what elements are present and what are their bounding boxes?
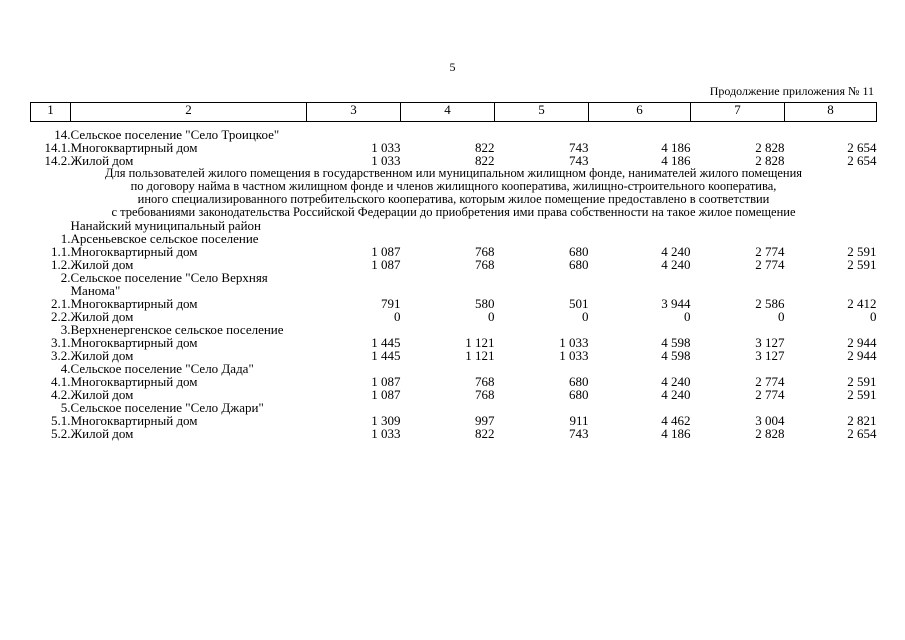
row-name: Сельское поселение "Село Джари" [70, 400, 264, 415]
row-number: 14. [54, 127, 71, 142]
value-cell: 4 240 [661, 257, 691, 272]
value-cell: 680 [569, 387, 589, 402]
row-number: 1.2. [51, 257, 71, 272]
row-number: 4. [60, 361, 71, 376]
notice-text [31, 167, 877, 219]
row-name: Жилой дом [70, 348, 134, 363]
row-number: 3.1. [51, 335, 71, 350]
value-cell [785, 271, 877, 297]
header-cell: 1 [31, 103, 71, 122]
row-name: Сельское поселение "Село Верхняя Манома" [70, 270, 268, 298]
value-cell: 822 [475, 426, 495, 441]
value-cell: 1 445 [371, 348, 401, 363]
value-cell [307, 271, 401, 297]
row-name: Сельское поселение "Село Троицкое" [70, 127, 280, 142]
row-number: 4.1. [51, 374, 71, 389]
value-cell: 2 412 [847, 296, 877, 311]
table-row [31, 297, 877, 310]
header-cell: 3 [307, 103, 401, 122]
notice-line: Для пользователей жилого помещения в государственном или муниципальном жилищном фонде, нанимателей жилого помещения [104, 166, 803, 180]
header-cell: 2 [71, 103, 307, 122]
row-number: 5. [60, 400, 71, 415]
header-cell: 6 [589, 103, 691, 122]
table-row [31, 245, 877, 258]
value-cell: 2 591 [847, 374, 877, 389]
value-cell: 911 [569, 413, 589, 428]
row-name: Жилой дом [70, 153, 134, 168]
value-cell: 2 591 [847, 387, 877, 402]
table-row [31, 271, 877, 297]
value-cell: 997 [475, 413, 495, 428]
value-cell: 680 [569, 257, 589, 272]
value-cell: 2 774 [755, 374, 785, 389]
value-cell: 1 087 [371, 257, 401, 272]
value-cell: 2 944 [847, 335, 877, 350]
header-cell: 7 [691, 103, 785, 122]
row-name: Жилой дом [70, 426, 134, 441]
value-cell: 4 186 [661, 153, 691, 168]
value-cell: 1 033 [371, 140, 401, 155]
row-name: Многоквартирный дом [70, 244, 198, 259]
row-name: Жилой дом [70, 387, 134, 402]
value-cell: 743 [569, 140, 589, 155]
value-cell: 2 828 [755, 426, 785, 441]
row-name: Жилой дом [70, 309, 134, 324]
value-cell [589, 271, 691, 297]
value-cell: 3 944 [661, 296, 691, 311]
row-number: 3. [60, 322, 71, 337]
notice-line: иного специализированного потребительского кооператива, которым жилое помещение предоставлено в соответствии [137, 192, 770, 206]
value-cell: 580 [475, 296, 495, 311]
table-row [31, 375, 877, 388]
value-cell: 768 [475, 257, 495, 272]
value-cell: 1 087 [371, 374, 401, 389]
value-cell: 2 654 [847, 140, 877, 155]
value-cell: 4 186 [661, 140, 691, 155]
header-cell: 5 [495, 103, 589, 122]
row-number: 14.2. [44, 153, 71, 168]
row-number: 3.2. [51, 348, 71, 363]
row-name: Многоквартирный дом [70, 374, 198, 389]
row-name: Многоквартирный дом [70, 140, 198, 155]
value-cell: 2 774 [755, 387, 785, 402]
header-cell: 8 [785, 103, 877, 122]
value-cell: 4 240 [661, 244, 691, 259]
value-cell: 4 598 [661, 335, 691, 350]
row-number: 2.1. [51, 296, 71, 311]
value-cell: 2 774 [755, 257, 785, 272]
value-cell: 4 186 [661, 426, 691, 441]
value-cell: 0 [870, 309, 877, 324]
table-row [31, 427, 877, 440]
district-name: Нанайский муниципальный район [70, 218, 261, 233]
value-cell: 2 821 [847, 413, 877, 428]
value-cell: 743 [569, 426, 589, 441]
header-cell: 4 [401, 103, 495, 122]
table-row [31, 414, 877, 427]
value-cell: 2 591 [847, 244, 877, 259]
value-cell: 1 087 [371, 244, 401, 259]
value-cell: 822 [475, 153, 495, 168]
value-cell [401, 271, 495, 297]
row-name: Многоквартирный дом [70, 335, 198, 350]
row-number: 1.1. [51, 244, 71, 259]
value-cell: 768 [475, 387, 495, 402]
value-cell: 501 [569, 296, 589, 311]
row-name: Жилой дом [70, 257, 134, 272]
row-name: Многоквартирный дом [70, 296, 198, 311]
value-cell: 0 [488, 309, 495, 324]
value-cell: 2 774 [755, 244, 785, 259]
value-cell: 680 [569, 374, 589, 389]
value-cell: 2 944 [847, 348, 877, 363]
value-cell: 4 462 [661, 413, 691, 428]
row-name: Многоквартирный дом [70, 413, 198, 428]
row-number: 1. [60, 231, 71, 246]
notice-line: по договору найма в частном жилищном фонде и членов жилищного кооператива, жилищно-строительного кооператива, [130, 179, 777, 193]
row-name: Сельское поселение "Село Дада" [70, 361, 254, 376]
notice-row [31, 167, 877, 219]
value-cell: 743 [569, 153, 589, 168]
value-cell: 1 033 [559, 348, 589, 363]
value-cell: 4 240 [661, 387, 691, 402]
value-cell: 3 004 [755, 413, 785, 428]
value-cell: 2 591 [847, 257, 877, 272]
value-cell: 0 [778, 309, 785, 324]
value-cell: 768 [475, 244, 495, 259]
value-cell: 1 087 [371, 387, 401, 402]
value-cell: 1 445 [371, 335, 401, 350]
value-cell: 680 [569, 244, 589, 259]
value-cell: 2 654 [847, 153, 877, 168]
value-cell: 791 [381, 296, 401, 311]
row-number: 2. [60, 270, 71, 285]
value-cell: 768 [475, 374, 495, 389]
value-cell: 4 240 [661, 374, 691, 389]
value-cell: 3 127 [755, 348, 785, 363]
value-cell: 1 033 [559, 335, 589, 350]
value-cell: 822 [475, 140, 495, 155]
value-cell: 4 598 [661, 348, 691, 363]
value-cell: 1 033 [371, 426, 401, 441]
value-cell: 1 309 [371, 413, 401, 428]
value-cell: 0 [394, 309, 401, 324]
page-number: 5 [449, 60, 456, 74]
header-row [31, 103, 877, 122]
value-cell: 1 121 [465, 335, 495, 350]
tariff-table [30, 102, 877, 440]
row-number: 14.1. [44, 140, 71, 155]
continuation-note: Продолжение приложения № 11 [709, 84, 874, 98]
table-row [31, 141, 877, 154]
value-cell [691, 271, 785, 297]
table-row [31, 336, 877, 349]
value-cell: 2 654 [847, 426, 877, 441]
row-number: 2.2. [51, 309, 71, 324]
row-name: Верхненергенское сельское поселение [70, 322, 284, 337]
notice-line: с требованиями законодательства Российской Федерации до приобретения ими права собственности на такое жилое помещение [111, 205, 796, 219]
value-cell: 2 828 [755, 140, 785, 155]
value-cell: 2 828 [755, 153, 785, 168]
value-cell: 0 [582, 309, 589, 324]
row-number: 5.2. [51, 426, 71, 441]
value-cell: 1 121 [465, 348, 495, 363]
row-number: 5.1. [51, 413, 71, 428]
value-cell: 0 [684, 309, 691, 324]
value-cell: 1 033 [371, 153, 401, 168]
value-cell: 2 586 [755, 296, 785, 311]
row-name: Арсеньевское сельское поселение [70, 231, 259, 246]
row-number: 4.2. [51, 387, 71, 402]
value-cell: 3 127 [755, 335, 785, 350]
value-cell [495, 271, 589, 297]
